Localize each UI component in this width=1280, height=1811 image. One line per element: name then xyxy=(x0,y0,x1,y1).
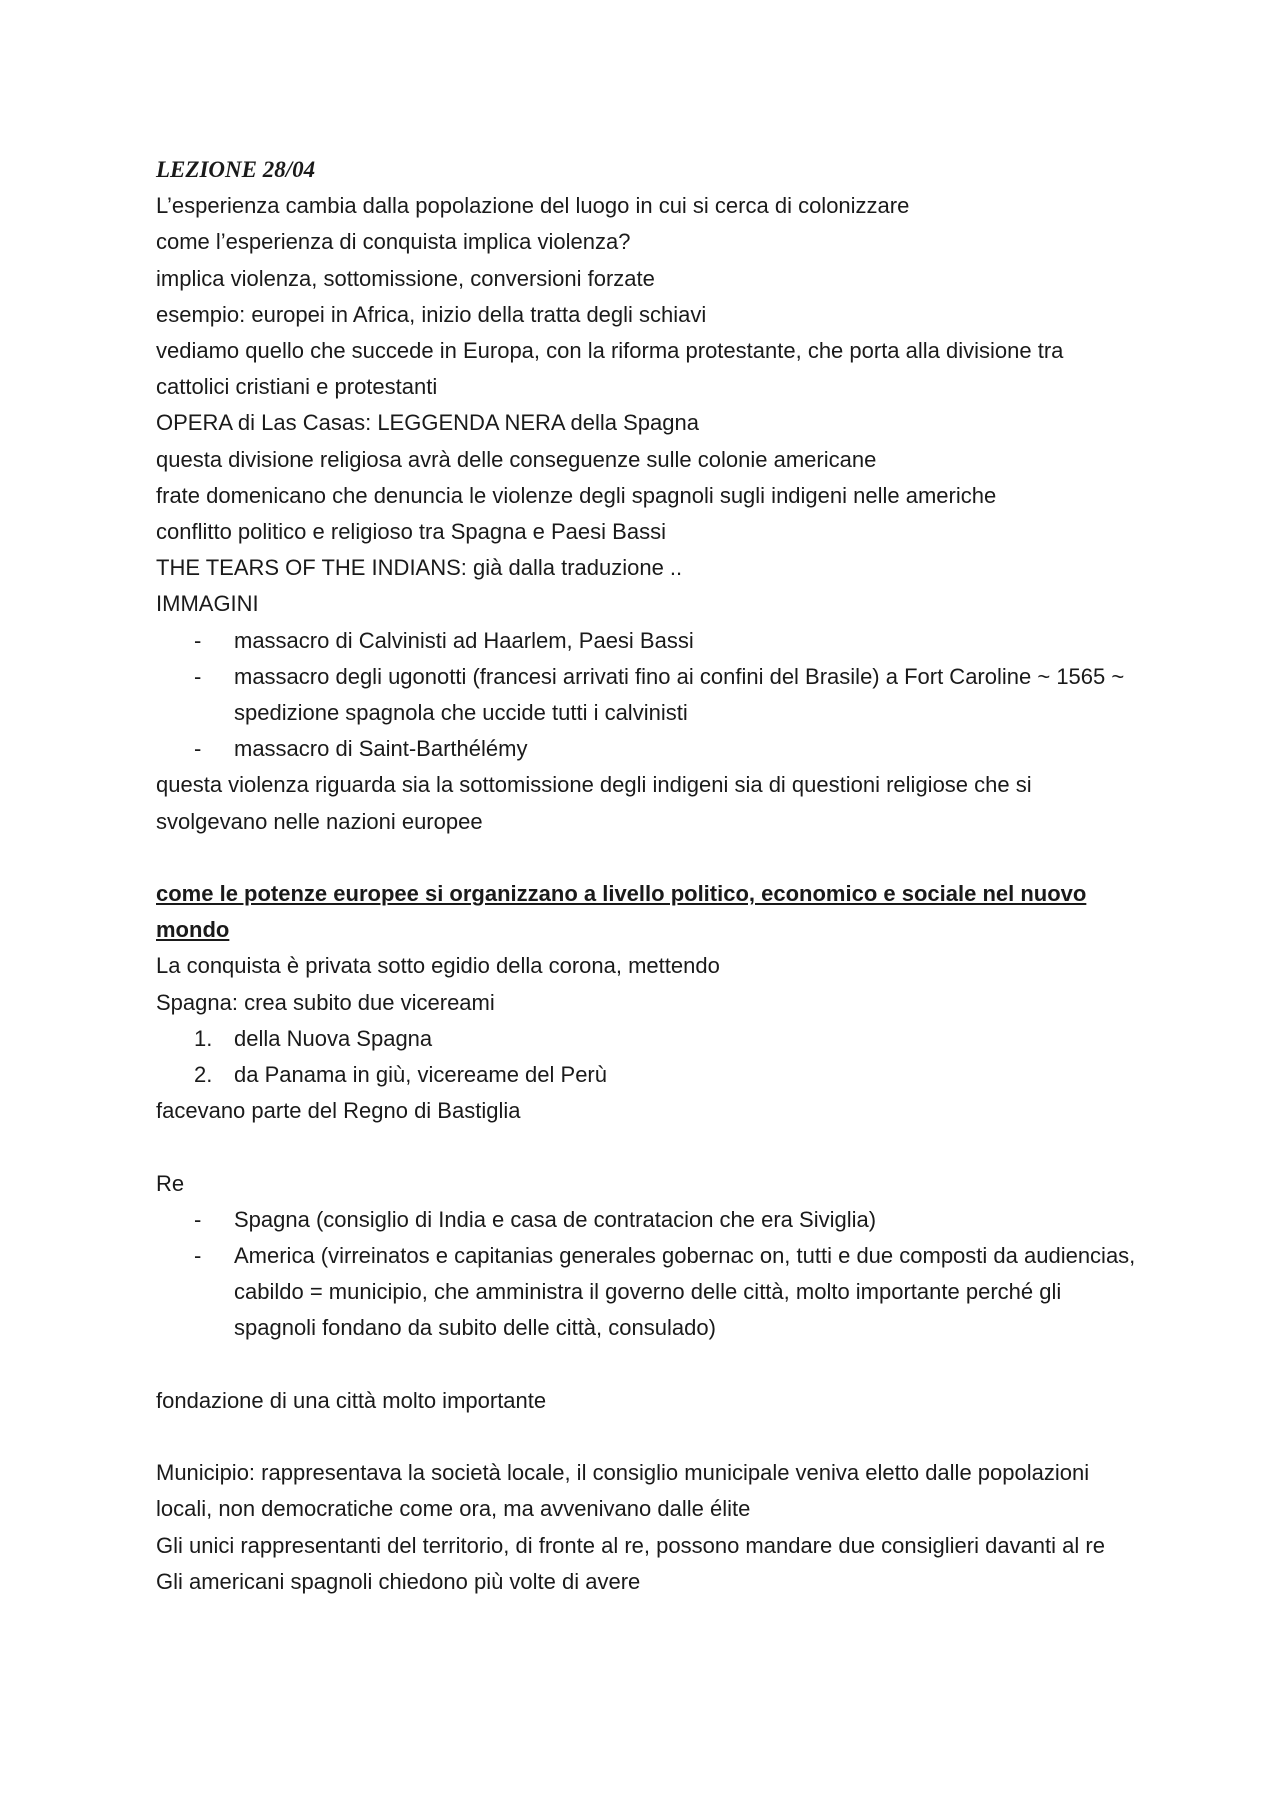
list-item-text: America (virreinatos e capitanias generales gobernac on, tutti e due composti da audiencias, cabildo = municipio, che amministra il governo delle città, molto importante perché gli spagnoli fondano da subito delle città, consulado) xyxy=(234,1243,1136,1341)
paragraph-line: OPERA di Las Casas: LEGGENDA NERA della Spagna xyxy=(156,410,699,436)
paragraph-line: implica violenza, sottomissione, conversioni forzate xyxy=(156,265,655,291)
paragraph-line: L’esperienza cambia dalla popolazione del luogo in cui si cerca di colonizzare xyxy=(156,193,910,219)
list-item-text: Spagna (consiglio di India e casa de contratacion che era Siviglia) xyxy=(234,1206,877,1232)
list-item-text: della Nuova Spagna xyxy=(234,1025,433,1051)
section-heading: come le potenze europee si organizzano a livello politico, economico e sociale nel nuovo mondo xyxy=(156,881,1087,943)
list-item xyxy=(156,1021,1136,1057)
paragraph-line: THE TEARS OF THE INDIANS: già dalla traduzione .. xyxy=(156,555,683,581)
paragraph-line: Gli americani spagnoli chiedono più volte di avere xyxy=(156,1568,641,1594)
list-item-text: da Panama in giù, vicereame del Perù xyxy=(234,1062,607,1088)
paragraph-line: esempio: europei in Africa, inizio della tratta degli schiavi xyxy=(156,301,707,327)
number-marker: 2. xyxy=(194,1062,213,1088)
list-item xyxy=(156,659,1136,731)
re-label: Re xyxy=(156,1170,185,1196)
list-item-text: massacro di Calvinisti ad Haarlem, Paesi Bassi xyxy=(234,627,694,653)
paragraph-line: IMMAGINI xyxy=(156,591,259,617)
paragraph-line: questa divisione religiosa avrà delle conseguenze sulle colonie americane xyxy=(156,446,877,472)
number-marker: 1. xyxy=(194,1025,213,1051)
lesson-title: LEZIONE 28/04 xyxy=(156,157,316,182)
blank-line xyxy=(156,1129,1136,1165)
paragraph-line: frate domenicano che denuncia le violenze degli spagnoli sugli indigeni nelle americhe xyxy=(156,482,997,508)
bullet-marker: - xyxy=(194,1206,202,1232)
bullet-marker: - xyxy=(194,736,202,762)
paragraph-line: fondazione di una città molto importante xyxy=(156,1387,547,1413)
bullet-marker: - xyxy=(194,1243,202,1269)
paragraph-line: Gli unici rappresentanti del territorio, di fronte al re, possono mandare due consiglieri davanti al re xyxy=(156,1532,1105,1558)
paragraph-line: Spagna: crea subito due vicereami xyxy=(156,989,495,1015)
list-item xyxy=(156,623,1136,659)
list-item-text: massacro degli ugonotti (francesi arrivati fino ai confini del Brasile) a Fort Caroline ~ 1565 ~ spedizione spagnola che uccide tutti i calvinisti xyxy=(234,663,1125,726)
paragraph-line: come l’esperienza di conquista implica violenza? xyxy=(156,229,631,255)
blank-line xyxy=(156,840,1136,876)
paragraph-line: La conquista è privata sotto egidio della corona, mettendo xyxy=(156,953,720,979)
bullet-marker: - xyxy=(194,663,202,689)
list-item xyxy=(156,1057,1136,1093)
blank-line xyxy=(156,1347,1136,1383)
paragraph-line: questa violenza riguarda sia la sottomissione degli indigeni sia di questioni religiose che si svolgevano nelle nazioni europee xyxy=(156,772,1032,834)
list-item xyxy=(156,1238,1136,1347)
paragraph-line: conflitto politico e religioso tra Spagna e Paesi Bassi xyxy=(156,519,666,545)
list-item xyxy=(156,1202,1136,1238)
list-item-text: massacro di Saint-Barthélémy xyxy=(234,736,528,762)
images-bullet-list xyxy=(156,623,1136,768)
document-page xyxy=(156,152,1136,1600)
paragraph-line: facevano parte del Regno di Bastiglia xyxy=(156,1098,521,1124)
paragraph-line: vediamo quello che succede in Europa, con la riforma protestante, che porta alla divisione tra cattolici cristiani e protestanti xyxy=(156,338,1064,400)
list-item xyxy=(156,731,1136,767)
bullet-marker: - xyxy=(194,627,202,653)
blank-line xyxy=(156,1419,1136,1455)
viceroyalty-numbered-list xyxy=(156,1021,1136,1093)
re-bullet-list xyxy=(156,1202,1136,1347)
paragraph-line: Municipio: rappresentava la società locale, il consiglio municipale veniva eletto dalle popolazioni locali, non democratiche come ora, ma avvenivano dalle élite xyxy=(156,1460,1090,1522)
